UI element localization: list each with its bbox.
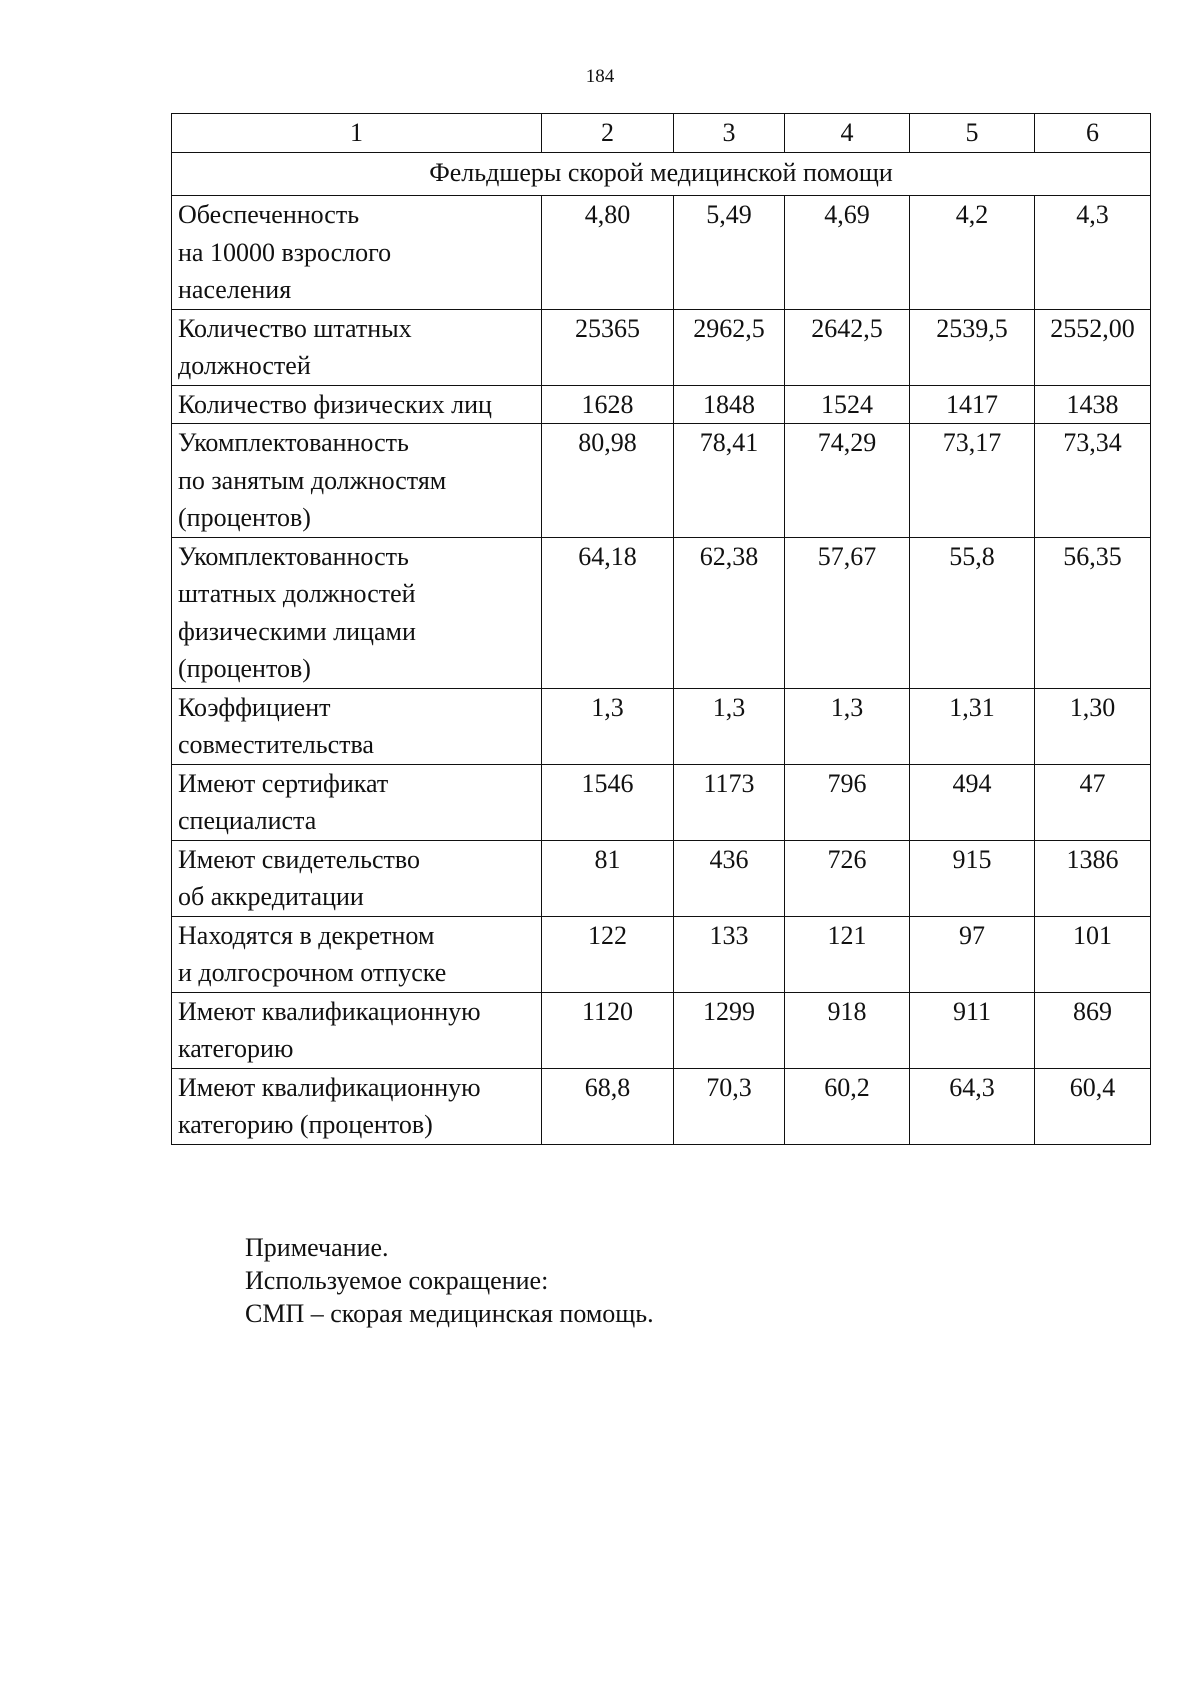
cell-value: 133	[674, 916, 785, 992]
row-label-line: Коэффициент	[178, 692, 331, 722]
row-label-line: Имеют сертификат	[178, 768, 389, 798]
cell-value: 1173	[674, 764, 785, 840]
row-label-line: категорию (процентов)	[178, 1110, 433, 1139]
row-label-line: на 10000 взрослого	[178, 237, 392, 267]
cell-value: 1,31	[910, 688, 1035, 764]
row-label	[172, 1068, 542, 1144]
column-header: 3	[674, 114, 785, 153]
row-label-line: и долгосрочном отпуске	[178, 958, 447, 987]
cell-value: 2539,5	[910, 309, 1035, 385]
cell-value: 1,30	[1035, 688, 1151, 764]
column-header: 6	[1035, 114, 1151, 153]
table-row	[172, 537, 1151, 688]
note-line-1: Используемое сокращение:	[245, 1266, 549, 1295]
row-label-line: специалиста	[178, 806, 317, 835]
cell-value: 78,41	[674, 424, 785, 538]
cell-value: 121	[785, 916, 910, 992]
cell-value: 436	[674, 840, 785, 916]
cell-value: 494	[910, 764, 1035, 840]
cell-value: 73,34	[1035, 424, 1151, 538]
row-label-line: Укомплектованность	[178, 428, 409, 457]
table-row	[172, 1068, 1151, 1144]
cell-value: 1,3	[785, 688, 910, 764]
cell-value: 70,3	[674, 1068, 785, 1144]
section-row	[172, 153, 1151, 196]
note-title: Примечание.	[245, 1233, 389, 1262]
cell-value: 4,2	[910, 196, 1035, 310]
table-row	[172, 424, 1151, 538]
cell-value: 97	[910, 916, 1035, 992]
cell-value: 2962,5	[674, 309, 785, 385]
row-label	[172, 424, 542, 538]
cell-value: 25365	[542, 309, 674, 385]
table-row	[172, 916, 1151, 992]
cell-value: 73,17	[910, 424, 1035, 538]
row-label	[172, 688, 542, 764]
row-label-line: Имеют свидетельство	[178, 844, 420, 874]
cell-value: 1546	[542, 764, 674, 840]
cell-value: 1299	[674, 992, 785, 1068]
row-label-line: штатных должностей	[178, 579, 416, 608]
row-label-line: Находятся в декретном	[178, 920, 435, 950]
table-row	[172, 385, 1151, 424]
cell-value: 796	[785, 764, 910, 840]
cell-value: 1386	[1035, 840, 1151, 916]
column-header: 5	[910, 114, 1035, 153]
cell-value: 1628	[542, 385, 674, 424]
row-label	[172, 916, 542, 992]
section-title: Фельдшеры скорой медицинской помощи	[172, 153, 1151, 196]
cell-value: 80,98	[542, 424, 674, 538]
row-label-line: населения	[178, 275, 292, 304]
cell-value: 60,4	[1035, 1068, 1151, 1144]
cell-value: 101	[1035, 916, 1151, 992]
cell-value: 915	[910, 840, 1035, 916]
cell-value: 1438	[1035, 385, 1151, 424]
cell-value: 918	[785, 992, 910, 1068]
row-label-line: совместительства	[178, 730, 374, 759]
cell-value: 74,29	[785, 424, 910, 538]
staffing-table	[171, 113, 1151, 1145]
cell-value: 68,8	[542, 1068, 674, 1144]
table-row	[172, 688, 1151, 764]
cell-value: 726	[785, 840, 910, 916]
cell-value: 1848	[674, 385, 785, 424]
row-label-line: должностей	[178, 351, 311, 380]
cell-value: 81	[542, 840, 674, 916]
cell-value: 4,69	[785, 196, 910, 310]
table-row	[172, 309, 1151, 385]
row-label-line: по занятым должностям	[178, 465, 447, 495]
row-label	[172, 992, 542, 1068]
row-label-line: об аккредитации	[178, 882, 364, 911]
row-label	[172, 764, 542, 840]
cell-value: 1,3	[674, 688, 785, 764]
cell-value: 1417	[910, 385, 1035, 424]
cell-value: 122	[542, 916, 674, 992]
cell-value: 5,49	[674, 196, 785, 310]
row-label-line: Количество штатных	[178, 313, 412, 343]
table-row	[172, 840, 1151, 916]
row-label	[172, 537, 542, 688]
row-label	[172, 840, 542, 916]
row-label-line: Имеют квалификационную	[178, 996, 481, 1026]
cell-value: 47	[1035, 764, 1151, 840]
cell-value: 64,18	[542, 537, 674, 688]
column-header: 4	[785, 114, 910, 153]
cell-value: 57,67	[785, 537, 910, 688]
row-label	[172, 196, 542, 310]
cell-value: 56,35	[1035, 537, 1151, 688]
row-label	[172, 309, 542, 385]
column-header: 1	[172, 114, 542, 153]
column-number-row	[172, 114, 1151, 153]
cell-value: 4,3	[1035, 196, 1151, 310]
cell-value: 2642,5	[785, 309, 910, 385]
row-label-line: (процентов)	[178, 503, 311, 532]
cell-value: 1524	[785, 385, 910, 424]
cell-value: 1,3	[542, 688, 674, 764]
cell-value: 911	[910, 992, 1035, 1068]
cell-value: 62,38	[674, 537, 785, 688]
row-label-line: Обеспеченность	[178, 200, 360, 229]
row-label-line: Укомплектованность	[178, 541, 409, 571]
note	[245, 1231, 654, 1330]
row-label-line: Имеют квалификационную	[178, 1072, 481, 1102]
cell-value: 4,80	[542, 196, 674, 310]
table-row	[172, 992, 1151, 1068]
row-label-line: категорию	[178, 1034, 294, 1063]
cell-value: 64,3	[910, 1068, 1035, 1144]
row-label-line: (процентов)	[178, 654, 311, 683]
row-label	[172, 385, 542, 424]
row-label-line: физическими лицами	[178, 616, 416, 646]
cell-value: 869	[1035, 992, 1151, 1068]
note-line-2: СМП – скорая медицинская помощь.	[245, 1299, 654, 1328]
row-label-line: Количество физических лиц	[178, 389, 492, 419]
column-header: 2	[542, 114, 674, 153]
cell-value: 55,8	[910, 537, 1035, 688]
cell-value: 60,2	[785, 1068, 910, 1144]
table-row	[172, 196, 1151, 310]
cell-value: 1120	[542, 992, 674, 1068]
page-number: 184	[585, 66, 615, 87]
cell-value: 2552,00	[1035, 309, 1151, 385]
table-row	[172, 764, 1151, 840]
